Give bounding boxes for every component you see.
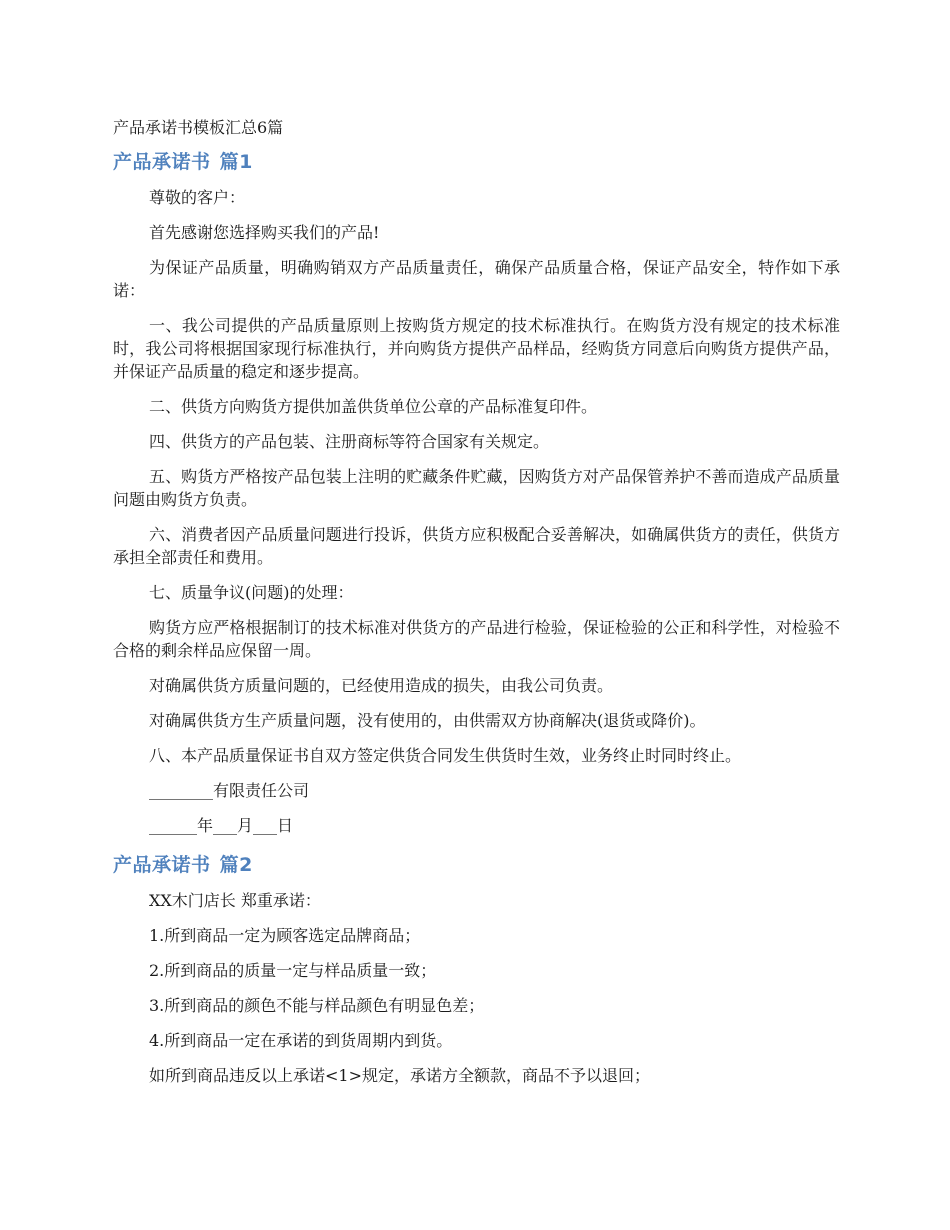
section-heading [113,853,840,877]
paragraph-clause-8: 八、本产品质量保证书自双方签定供货合同发生供货时生效，业务终止时同时终止。 [149,746,742,765]
paragraph-loss: 对确属供货方质量问题的，已经使用造成的损失，由我公司负责。 [149,676,614,695]
paragraph-clause-4: 四、供货方的产品包装、注册商标等符合国家有关规定。 [149,432,550,451]
list-item: 3.所到商品的颜色不能与样品颜色有明显色差； [149,996,485,1015]
paragraph-clause-2: 二、供货方向购货方提供加盖供货单位公章的产品标准复印件。 [149,397,598,416]
paragraph-inspection: 购货方应严格根据制订的技术标准对供货方的产品进行检验，保证检验的公正和科学性，对检验不合格的剩余样品应保留一周。 [113,618,840,660]
paragraph-pledger: XX木门店长 郑重承诺： [149,891,321,910]
signature-date: ______年___月___日 [149,816,294,835]
list-item: 4.所到商品一定在承诺的到货周期内到货。 [149,1031,453,1050]
paragraph-clause-6: 六、消费者因产品质量问题进行投诉，供货方应积极配合妥善解决，如确属供货方的责任，供货方承担全部责任和费用。 [113,525,840,567]
paragraph-greeting: 尊敬的客户： [149,188,246,207]
paragraph-intro: 为保证产品质量，明确购销双方产品质量责任，确保产品质量合格，保证产品安全，特作如下承诺： [113,258,840,300]
paragraph-thanks: 首先感谢您选择购买我们的产品! [149,223,380,242]
section-heading-text: 产品承诺书 [113,854,211,876]
section-1 [113,150,840,837]
paragraph-negotiation: 对确属供货方生产质量问题，没有使用的，由供需双方协商解决(退货或降价)。 [149,711,706,730]
document-title: 产品承诺书模板汇总6篇 [113,118,284,137]
section-heading-number: 篇2 [219,854,253,876]
signature-company: ________有限责任公司 [149,781,310,800]
paragraph-violation: 如所到商品违反以上承诺<1>规定，承诺方全额款，商品不予以退回； [149,1066,650,1085]
section-heading-number: 篇1 [219,151,253,173]
section-heading [113,150,840,174]
paragraph-clause-7: 七、质量争议(问题)的处理： [149,583,354,602]
list-item: 2.所到商品的质量一定与样品质量一致； [149,961,437,980]
paragraph-clause-1: 一、我公司提供的产品质量原则上按购货方规定的技术标准执行。在购货方没有规定的技术标准时，我公司将根据国家现行标准执行，并向购货方提供产品样品，经购货方同意后向购货方提供产品，并保证产品质量的稳定和逐步提高。 [113,316,840,381]
document-body [113,118,840,1099]
paragraph-clause-5: 五、购货方严格按产品包装上注明的贮藏条件贮藏，因购货方对产品保管养护不善而造成产品质量问题由购货方负责。 [113,467,840,509]
list-item: 1.所到商品一定为顾客选定品牌商品； [149,926,421,945]
section-2 [113,853,840,1087]
section-heading-text: 产品承诺书 [113,151,211,173]
